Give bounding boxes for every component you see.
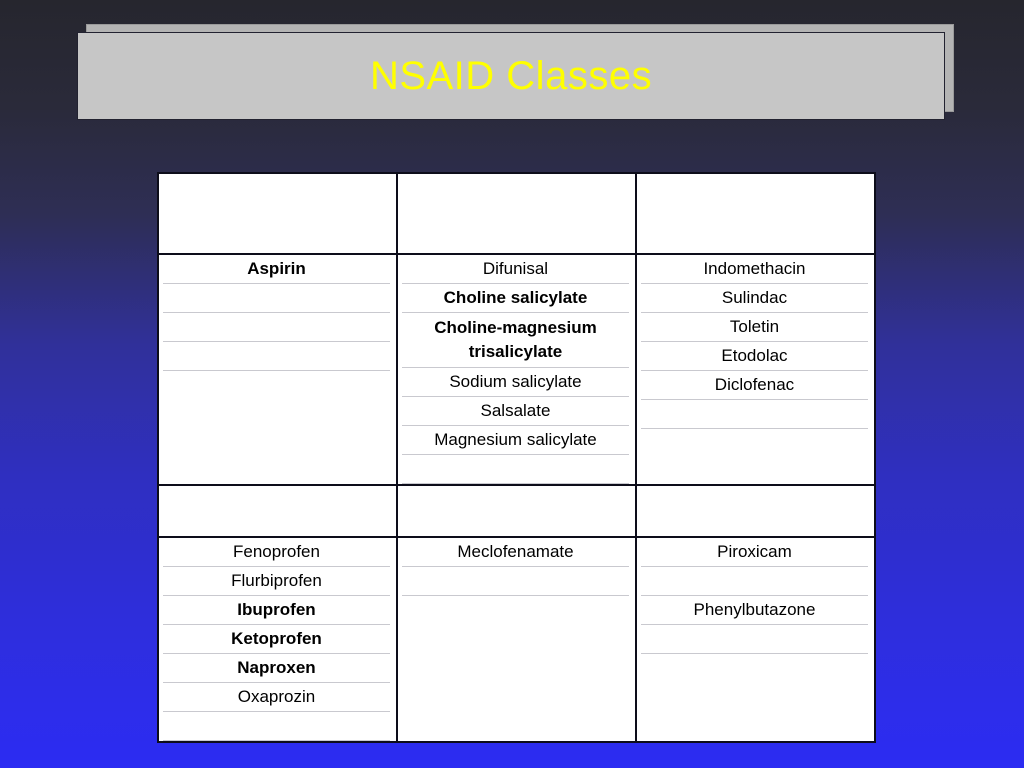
- category-header-cell: [397, 485, 636, 537]
- table-row: [641, 596, 868, 625]
- drug-sublist: [402, 538, 629, 596]
- drug-name: Sulindac: [641, 284, 868, 313]
- table-row: [402, 313, 629, 368]
- drug-name: Toletin: [641, 313, 868, 342]
- drug-name: Ketoprofen: [163, 625, 390, 654]
- category-header-cell: [397, 173, 636, 254]
- drug-name: Indomethacin: [641, 255, 868, 284]
- category-header-cell: [158, 485, 397, 537]
- drug-name: Aspirin: [163, 255, 390, 284]
- drug-name: Oxaprozin: [163, 683, 390, 712]
- drug-name: Piroxicam: [641, 538, 868, 567]
- drug-name: Meclofenamate: [402, 538, 629, 567]
- drug-name: Fenoprofen: [163, 538, 390, 567]
- table-row: [163, 313, 390, 342]
- table-row: [402, 397, 629, 426]
- table-row: [163, 342, 390, 371]
- table-row: [163, 596, 390, 625]
- drug-sublist: [641, 538, 868, 654]
- drug-list-cell: [158, 254, 397, 485]
- drug-name: Ibuprofen: [163, 596, 390, 625]
- table-row: [641, 538, 868, 567]
- table-row: [163, 683, 390, 712]
- drug-name: Phenylbutazone: [641, 596, 868, 625]
- table-row: [163, 538, 390, 567]
- header-divider-line: [161, 208, 394, 209]
- table-row: [641, 255, 868, 284]
- table-row: [402, 538, 629, 567]
- drug-name: Salsalate: [402, 397, 629, 426]
- category-header-cell: [636, 485, 875, 537]
- empty-cell: [641, 400, 868, 429]
- drug-list-cell: [397, 537, 636, 742]
- table-row: [402, 455, 629, 484]
- category-header-label: Non-Acetylated Salicylic acid: [425, 180, 608, 221]
- category-header-label: Enolic acids: [710, 492, 801, 511]
- drug-list-row: [158, 254, 875, 485]
- table-row: [641, 284, 868, 313]
- drug-name: Flurbiprofen: [163, 567, 390, 596]
- category-header-label: Fenamic acids: [461, 492, 572, 511]
- category-header-row: [158, 485, 875, 537]
- drug-list-cell: [636, 254, 875, 485]
- table-row: [641, 342, 868, 371]
- empty-cell: [402, 455, 629, 484]
- table-row: [641, 313, 868, 342]
- drug-name: Choline-magnesium trisalicylate: [402, 313, 629, 368]
- category-header-cell: [636, 173, 875, 254]
- table-row: [163, 712, 390, 741]
- page-title: NSAID Classes: [369, 54, 653, 98]
- drug-list-cell: [397, 254, 636, 485]
- drug-name: Choline salicylate: [402, 284, 629, 313]
- drug-name: Etodolac: [641, 342, 868, 371]
- table-row: [163, 567, 390, 596]
- table-row: [641, 371, 868, 400]
- drug-sublist: [402, 255, 629, 484]
- table-row: [402, 255, 629, 284]
- category-header-label: Propionic Acids: [219, 492, 336, 511]
- table-row: [402, 368, 629, 397]
- table-row: [163, 255, 390, 284]
- category-header-label: Acetylated Salicylic acid: [186, 180, 369, 199]
- header-divider-line: [639, 208, 872, 209]
- table-row: [402, 426, 629, 455]
- drug-list-cell: [158, 537, 397, 742]
- nsaid-classes-table: [157, 172, 876, 743]
- empty-cell: [163, 284, 390, 313]
- drug-name: Diclofenac: [641, 371, 868, 400]
- empty-cell: [163, 342, 390, 371]
- drug-name: Difunisal: [402, 255, 629, 284]
- empty-cell: [163, 712, 390, 741]
- category-header-label: Acetic acid derivatives: [671, 180, 840, 199]
- empty-cell: [641, 625, 868, 654]
- table-row: [163, 625, 390, 654]
- empty-cell: [163, 313, 390, 342]
- category-header-cell: [158, 173, 397, 254]
- empty-cell: [402, 567, 629, 596]
- empty-cell: [641, 567, 868, 596]
- table-row: [402, 284, 629, 313]
- drug-sublist: [641, 255, 868, 429]
- table-row: [163, 284, 390, 313]
- drug-name: Naproxen: [163, 654, 390, 683]
- title-banner: [77, 32, 945, 120]
- table-row: [641, 567, 868, 596]
- drug-sublist: [163, 255, 390, 371]
- table-row: [641, 400, 868, 429]
- category-header-row: [158, 173, 875, 254]
- table-row: [641, 625, 868, 654]
- drug-name: Sodium salicylate: [402, 368, 629, 397]
- drug-list-cell: [636, 537, 875, 742]
- table-row: [163, 654, 390, 683]
- drug-list-row: [158, 537, 875, 742]
- drug-sublist: [163, 538, 390, 741]
- drug-name: Magnesium salicylate: [402, 426, 629, 455]
- table-row: [402, 567, 629, 596]
